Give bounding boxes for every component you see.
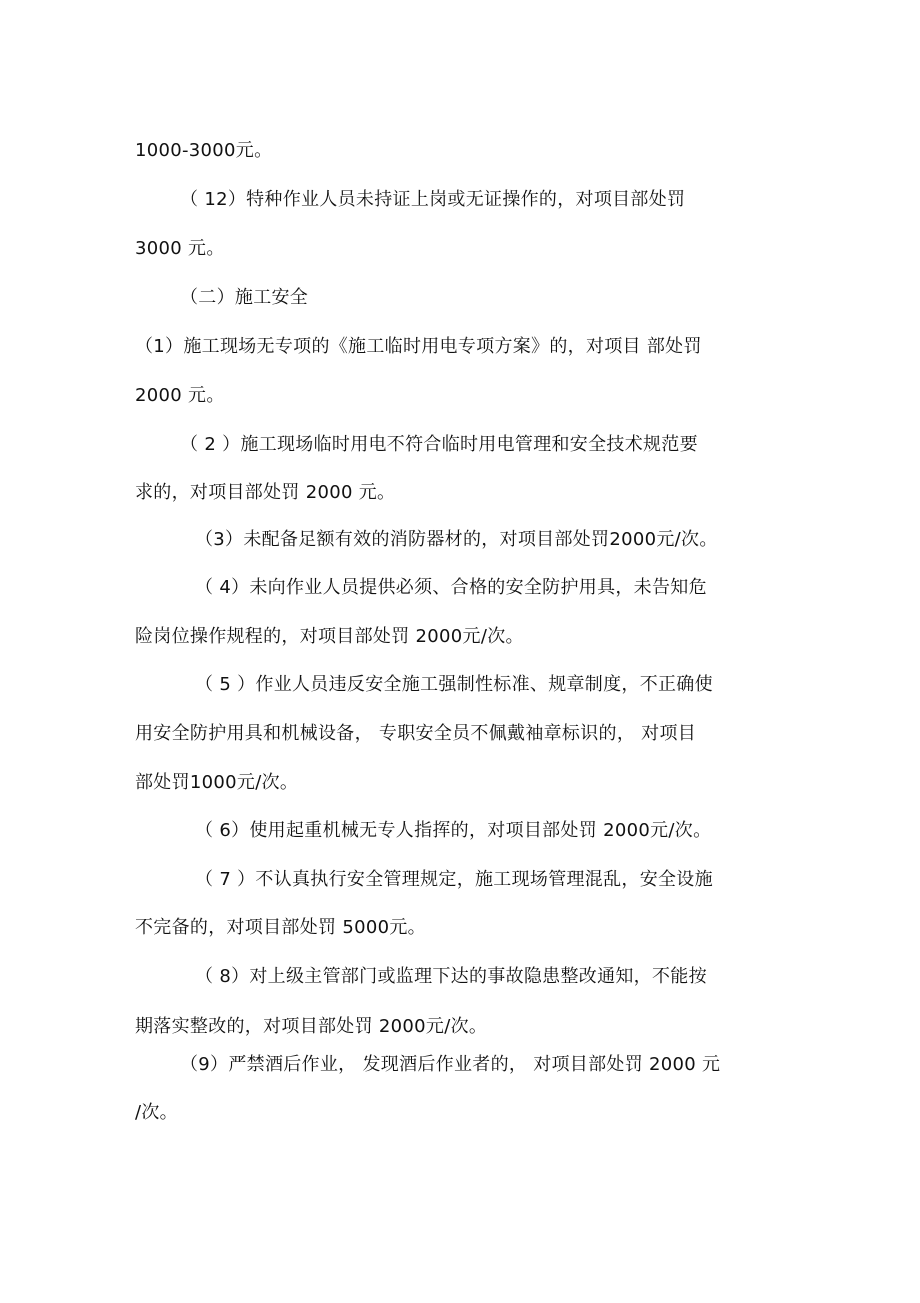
text-line-15: （ 6）使用起重机械无专人指挥的，对项目部处罚 2000元/次。 [195,820,712,841]
text-line-16: （ 7 ）不认真执行安全管理规定，施工现场管理混乱，安全设施 [195,869,713,890]
text-line-20: （9）严禁酒后作业， 发现酒后作业者的， 对项目部处罚 2000 元 [180,1054,721,1075]
text-line-9: （3）未配备足额有效的消防器材的，对项目部处罚2000元/次。 [195,529,718,550]
text-line-3: 3000 元。 [135,238,225,259]
text-line-17: 不完备的，对项目部处罚 5000元。 [135,917,426,938]
text-line-13: 用安全防护用具和机械设备， 专职安全员不佩戴袖章标识的， 对项目 [135,723,697,744]
text-line-10: （ 4）未向作业人员提供必须、合格的安全防护用具，未告知危 [195,577,707,598]
text-line-19: 期落实整改的，对项目部处罚 2000元/次。 [135,1016,488,1037]
text-line-8: 求的，对项目部处罚 2000 元。 [135,482,396,503]
text-line-1: 1000-3000元。 [135,140,273,161]
text-line-2: （ 12）特种作业人员未持证上岗或无证操作的，对项目部处罚 [180,189,686,210]
text-line-6: 2000 元。 [135,385,225,406]
section-heading-construction-safety: （二）施工安全 [180,287,309,308]
text-line-14: 部处罚1000元/次。 [135,772,299,793]
text-line-7: （ 2 ）施工现场临时用电不符合临时用电管理和安全技术规范要 [180,434,698,455]
text-line-11: 险岗位操作规程的，对项目部处罚 2000元/次。 [135,626,524,647]
text-line-12: （ 5 ）作业人员违反安全施工强制性标准、规章制度，不正确使 [195,674,713,695]
text-line-18: （ 8）对上级主管部门或监理下达的事故隐患整改通知，不能按 [195,966,707,987]
text-line-5: （1）施工现场无专项的《施工临时用电专项方案》的，对项目 部处罚 [135,336,702,357]
text-line-21: /次。 [135,1102,178,1123]
